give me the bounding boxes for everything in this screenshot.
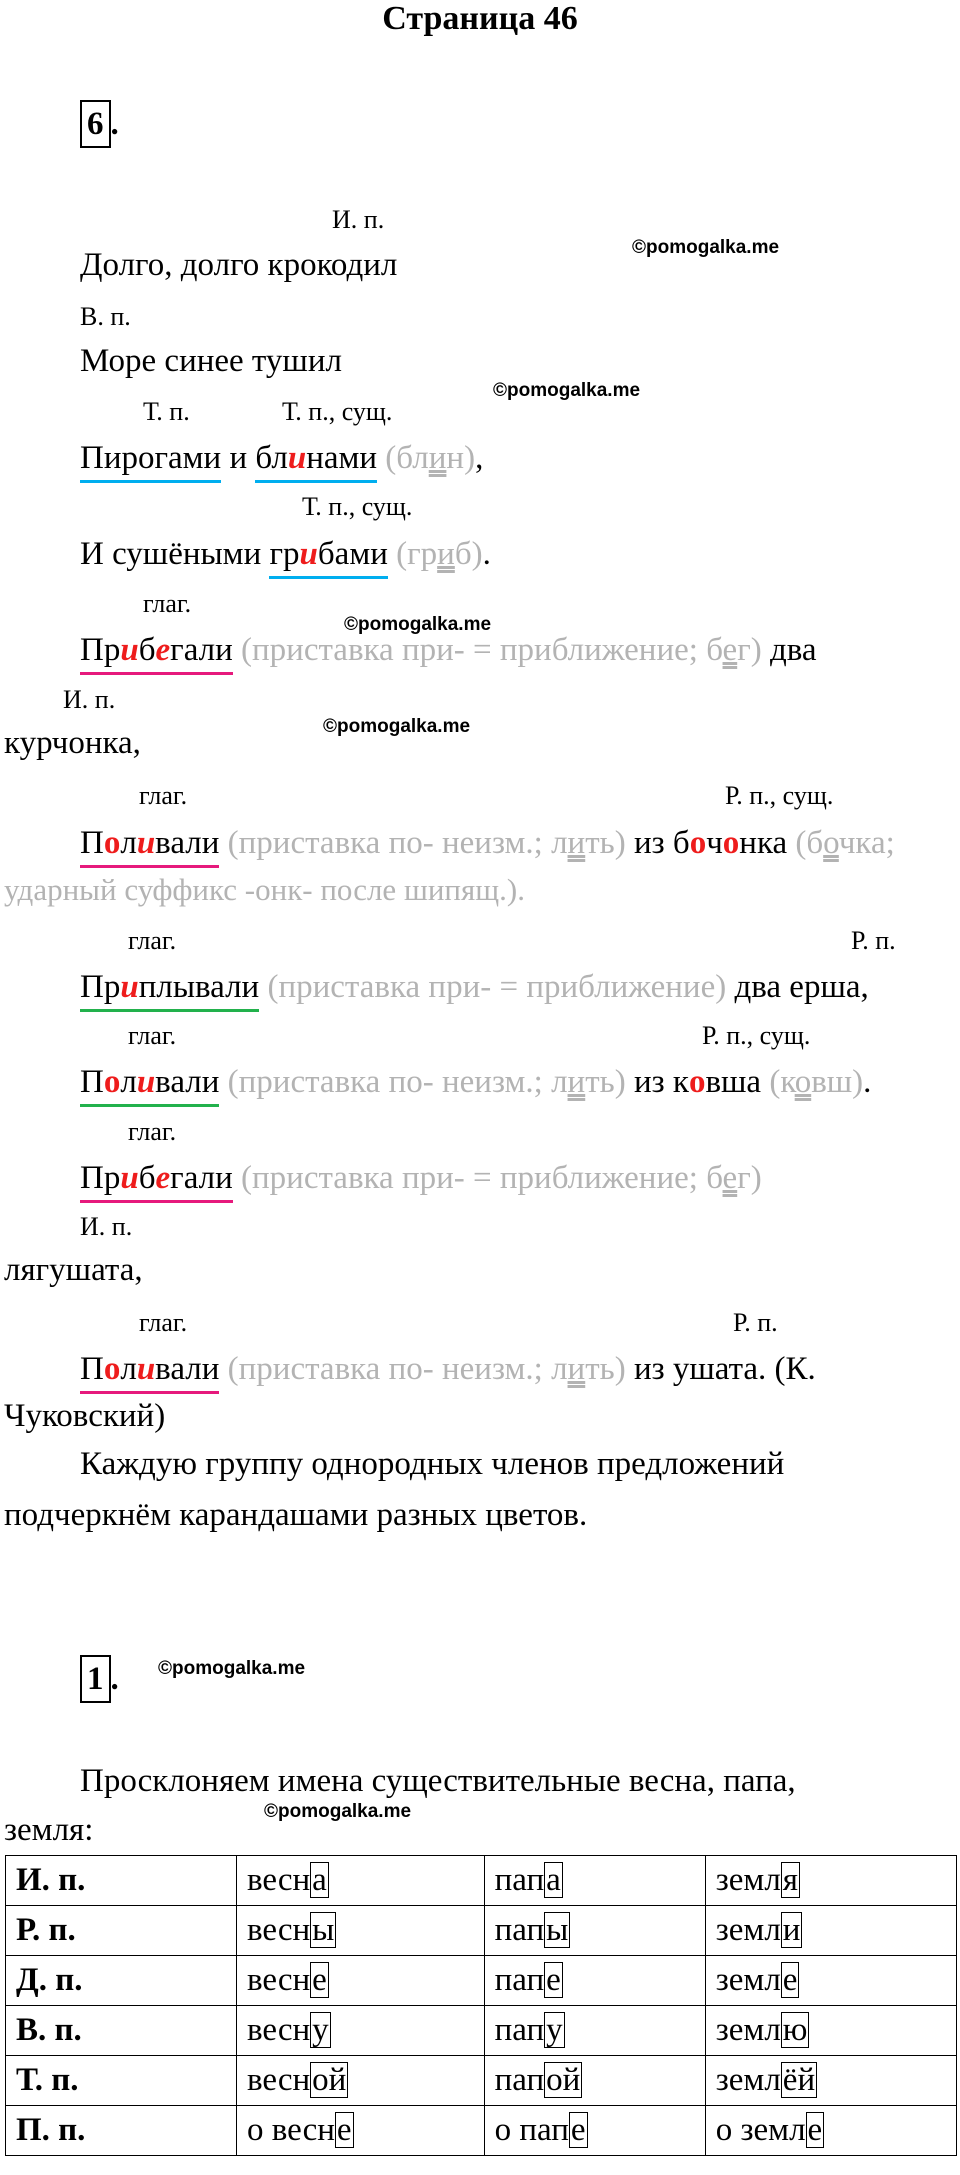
grammar-label: Р. п., сущ. (725, 781, 834, 810)
word-stem: пап (494, 1962, 545, 1998)
table-row (6, 2056, 957, 2106)
word-form-cell (237, 1956, 485, 2006)
word-form-cell (484, 1906, 705, 1956)
grammar-label: глаг. (128, 1021, 177, 1050)
word-ending: ой (546, 2062, 581, 2098)
word-stem: весн (247, 2062, 311, 2098)
poem-line-13: Чуковский) (4, 1398, 166, 1434)
word-stem: пап (494, 1862, 545, 1898)
grammar-label: Т. п., сущ. (282, 397, 393, 426)
word-form-cell (705, 2006, 956, 2056)
ex1-intro-line-1: Просклоняем имена существительные весна, папа, (80, 1763, 796, 1799)
table-row (6, 2106, 957, 2156)
word-ending: е (570, 2112, 586, 2148)
word-ending: а (546, 1862, 561, 1898)
poem-line-10: Прибегали (приставка при- = приближение; бег) (80, 1156, 762, 1203)
poem-line-7-note: ударный суффикс -онк- после шипящ.). (4, 872, 525, 907)
exercise-6-number: 6 . (80, 100, 119, 148)
word-stem: о весн (247, 2112, 335, 2148)
word-stem: пап (494, 1912, 545, 1948)
task-text-1: Каждую группу однородных членов предложений (80, 1446, 785, 1482)
word-ending: е (807, 2112, 823, 2148)
grammar-label: глаг. (128, 926, 177, 955)
poem-line-6: курчонка, (4, 725, 141, 761)
word-ending: у (312, 2012, 329, 2048)
grammar-label: глаг. (139, 1308, 188, 1337)
grammar-label: Р. п. (851, 926, 896, 955)
poem-line-3: Пирогами и блинами (блин), (80, 436, 483, 483)
grammar-label: глаг. (143, 589, 192, 618)
watermark: ©pomogalka.me (323, 716, 471, 737)
word-form-cell (705, 2106, 956, 2156)
grammar-label: Т. п. (143, 397, 190, 426)
word-form-cell (705, 2056, 956, 2106)
word-ending: ю (782, 2012, 808, 2048)
exercise-1-number: 1 . (80, 1655, 119, 1703)
word-stem: пап (494, 2062, 545, 2098)
word-ending: ы (312, 1912, 335, 1948)
word-stem: весн (247, 2012, 311, 2048)
watermark: ©pomogalka.me (632, 237, 780, 258)
word-ending: а (312, 1862, 327, 1898)
case-cell: Д. п. (6, 1956, 237, 2006)
table-row (6, 1956, 957, 2006)
word-form-cell (484, 2106, 705, 2156)
word-ending: е (336, 2112, 352, 2148)
word-form-cell (484, 2006, 705, 2056)
word-ending: ы (546, 1912, 569, 1948)
poem-line-7: Поливали (приставка по- неизм.; лить) из бочонка (бочка; (80, 821, 895, 868)
word-ending: я (782, 1862, 798, 1898)
table-row (6, 1856, 957, 1906)
word-form-cell (705, 1906, 956, 1956)
grammar-label: глаг. (139, 781, 188, 810)
word-stem: пап (494, 2012, 545, 2048)
poem-line-11: лягушата, (4, 1252, 143, 1288)
grammar-label: И. п. (80, 1212, 133, 1241)
table-row (6, 1906, 957, 1956)
page-title: Страница 46 (382, 0, 578, 37)
word-stem: о земл (715, 2112, 806, 2148)
grammar-label: В. п. (80, 302, 131, 331)
word-form-cell (237, 1906, 485, 1956)
poem-line-5: Прибегали (приставка при- = приближение; бег) два (80, 628, 817, 675)
watermark: ©pomogalka.me (264, 1801, 412, 1822)
task-text-2: подчеркнём карандашами разных цветов. (4, 1497, 588, 1533)
table-row (6, 2006, 957, 2056)
word-ending: е (546, 1962, 561, 1998)
word-form-cell (705, 1956, 956, 2006)
word-stem: весн (247, 1912, 311, 1948)
case-cell: И. п. (6, 1856, 237, 1906)
watermark: ©pomogalka.me (493, 380, 641, 401)
word-form-cell (705, 1856, 956, 1906)
case-cell: Р. п. (6, 1906, 237, 1956)
word-form-cell (484, 1856, 705, 1906)
word-ending: е (312, 1962, 327, 1998)
declension-table (5, 1855, 957, 2156)
watermark: ©pomogalka.me (344, 614, 492, 635)
word-form-cell (237, 1856, 485, 1906)
grammar-label: И. п. (332, 205, 385, 234)
poem-line-2: Море синее тушил (80, 343, 342, 379)
word-ending: е (782, 1962, 798, 1998)
word-form-cell (237, 2006, 485, 2056)
case-cell: П. п. (6, 2106, 237, 2156)
case-cell: Т. п. (6, 2056, 237, 2106)
poem-line-9: Поливали (приставка по- неизм.; лить) из ковша (ковш). (80, 1060, 871, 1107)
word-stem: земл (715, 2012, 781, 2048)
word-ending: у (546, 2012, 563, 2048)
grammar-label: Р. п., сущ. (702, 1021, 811, 1050)
ex1-intro-line-2: земля: (4, 1812, 94, 1848)
grammar-label: Т. п., сущ. (302, 492, 413, 521)
word-ending: ёй (782, 2062, 816, 2098)
word-stem: земл (715, 2062, 781, 2098)
word-ending: ой (312, 2062, 347, 2098)
poem-line-8: Приплывали (приставка при- = приближение) два ерша, (80, 965, 869, 1012)
grammar-label: И. п. (63, 685, 116, 714)
word-stem: земл (715, 1862, 781, 1898)
word-ending: и (782, 1912, 801, 1948)
poem-line-12: Поливали (приставка по- неизм.; лить) из ушата. (К. (80, 1347, 816, 1394)
case-cell: В. п. (6, 2006, 237, 2056)
word-stem: земл (715, 1912, 781, 1948)
word-stem: земл (715, 1962, 781, 1998)
word-form-cell (237, 2056, 485, 2106)
grammar-label: глаг. (128, 1117, 177, 1146)
word-form-cell (484, 1956, 705, 2006)
word-form-cell (484, 2056, 705, 2106)
word-form-cell (237, 2106, 485, 2156)
poem-line-4: И сушёными грибами (гриб). (80, 532, 491, 579)
word-stem: о пап (494, 2112, 569, 2148)
word-stem: весн (247, 1862, 311, 1898)
word-stem: весн (247, 1962, 311, 1998)
poem-line-1: Долго, долго крокодил (80, 247, 398, 283)
watermark: ©pomogalka.me (158, 1658, 306, 1679)
grammar-label: Р. п. (733, 1308, 778, 1337)
